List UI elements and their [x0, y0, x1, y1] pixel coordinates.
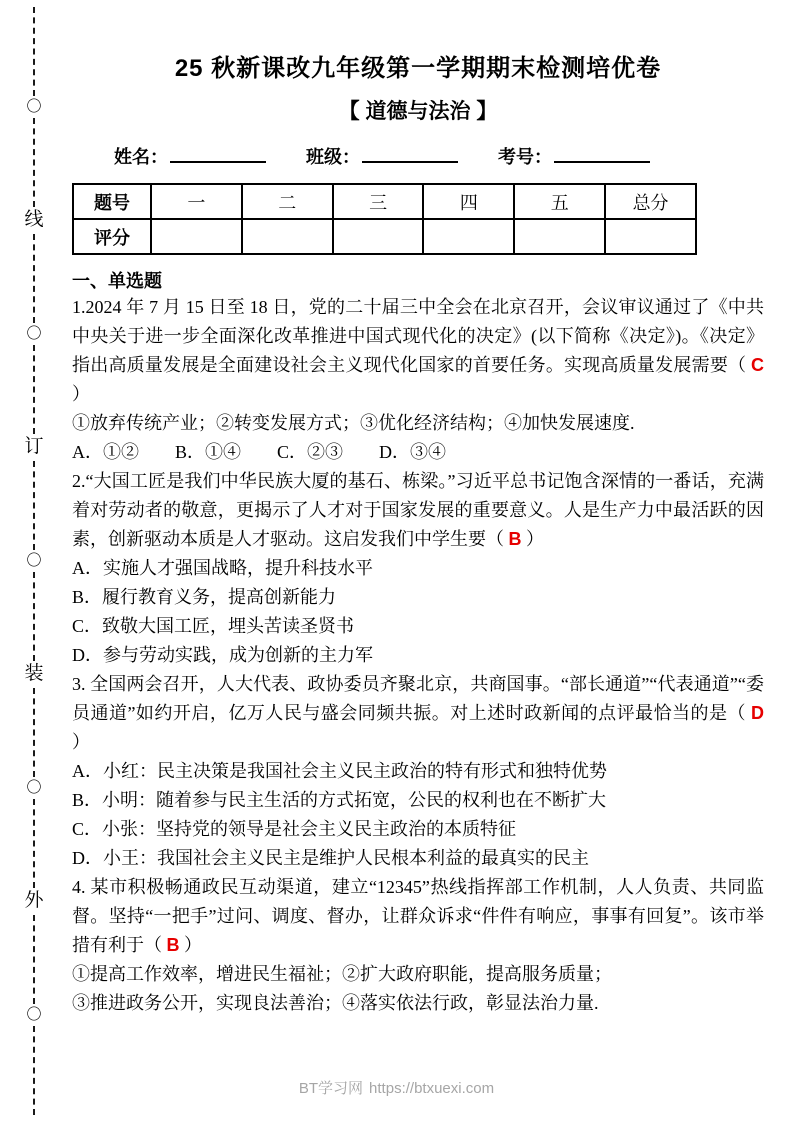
options-inline-row: [72, 438, 764, 467]
name-field: [114, 143, 266, 169]
score-table-row2-label: 评分: [73, 219, 151, 254]
option-label: D．小王：我国社会主义民主是维护人民根本利益的最真实的民主: [72, 848, 589, 868]
binding-dash-line: [33, 799, 35, 888]
binding-char: 外: [24, 890, 44, 912]
binding-strip: [20, 4, 48, 1118]
score-column-header: 三: [333, 184, 424, 219]
binding-char: 线: [24, 209, 44, 231]
question-stem: [72, 873, 764, 960]
binding-dash-line: [33, 915, 35, 1004]
class-blank-line: [362, 144, 458, 163]
question-3: [72, 670, 764, 873]
question-sub-line: ①提高工作效率，增进民生福祉；②扩大政府职能，提高服务质量；: [72, 964, 612, 984]
score-cell-empty: [333, 219, 424, 254]
score-column-header: 总分: [605, 184, 696, 219]
footer-site-url: https://btxuexi.com: [369, 1080, 495, 1097]
binding-dash-line: [33, 345, 35, 434]
binding-dash-line: [33, 688, 35, 777]
option-label: A．小红：民主决策是我国社会主义民主政治的特有形式和独特优势: [72, 761, 607, 781]
question-1: [72, 293, 764, 467]
question-stem-close: ）: [72, 732, 90, 752]
answer-letter: B: [508, 529, 522, 549]
binding-char: 装: [24, 663, 44, 685]
score-cell-empty: [242, 219, 333, 254]
name-blank-line: [170, 144, 266, 163]
binding-circle-mark: 〇: [26, 1005, 42, 1023]
score-cell-empty: [514, 219, 605, 254]
question-stem: [72, 670, 764, 757]
score-column-header: 二: [242, 184, 333, 219]
binding-circle-mark: 〇: [26, 551, 42, 569]
binding-circle-mark: 〇: [26, 778, 42, 796]
binding-dash-line: [33, 118, 35, 207]
footer-credit: [0, 1077, 793, 1098]
option-label: C．小张：坚持党的领导是社会主义民主政治的本质特征: [72, 819, 517, 839]
score-cell-empty: [423, 219, 514, 254]
student-info-row: [114, 143, 764, 169]
score-cell-empty: [151, 219, 242, 254]
exam-id-label: 考号：: [498, 147, 552, 167]
exam-id-blank-line: [554, 144, 650, 163]
answer-letter: C: [751, 355, 764, 375]
score-table: [72, 183, 697, 255]
option-label: D．参与劳动实践，成为创新的主力军: [72, 645, 373, 665]
question-2: [72, 467, 764, 670]
question-4: [72, 873, 764, 1018]
class-label: 班级：: [306, 147, 360, 167]
option-label: D．③④: [379, 442, 447, 462]
question-sub-line: ①放弃传统产业；②转变发展方式；③优化经济结构；④加快发展速度.: [72, 413, 635, 433]
score-cell-empty: [605, 219, 696, 254]
score-column-header: 一: [151, 184, 242, 219]
question-stem: [72, 467, 764, 554]
option-label: A．①②: [72, 442, 139, 462]
questions-area: [72, 293, 764, 1018]
binding-dash-line: [33, 461, 35, 550]
option-label: B．小明：随着参与民主生活的方式拓宽，公民的权利也在不断扩大: [72, 790, 607, 810]
option-label: A．实施人才强国战略，提升科技水平: [72, 558, 373, 578]
exam-content: [72, 48, 764, 1018]
question-sub-line: ③推进政务公开，实现良法善治；④落实依法行政，彰显法治力量.: [72, 993, 599, 1013]
option-label: C．②③: [277, 442, 344, 462]
score-table-header-row: [73, 184, 696, 219]
binding-dash-line: [33, 1026, 35, 1115]
question-stem-text: 4. 某市积极畅通政民互动渠道，建立“12345”热线指挥部工作机制，人人负责、共同监督。坚持“一把手”过问、调度、督办，让群众诉求“件件有响应，事事有回复”。该市举措有利于（: [72, 877, 764, 955]
footer-site-name: BT学习网: [298, 1080, 364, 1097]
exam-id-field: [498, 143, 650, 169]
score-table-score-row: [73, 219, 696, 254]
answer-letter: B: [166, 935, 180, 955]
question-stem-text: 3. 全国两会召开，人大代表、政协委员齐聚北京，共商国事。“部长通道”“代表通道”“委员通道”如约开启，亿万人民与盛会同频共振。对上述时政新闻的点评最恰当的是（: [72, 674, 764, 723]
score-column-header: 四: [423, 184, 514, 219]
option-label: C．致敬大国工匠，埋头苦读圣贤书: [72, 616, 355, 636]
section-title: 一、单选题: [72, 271, 162, 291]
score-column-header: 五: [514, 184, 605, 219]
question-stem-close: ）: [179, 935, 202, 955]
class-field: [306, 143, 458, 169]
option-label: B．履行教育义务，提高创新能力: [72, 587, 337, 607]
question-stem-close: ）: [521, 529, 544, 549]
binding-circle-mark: 〇: [26, 324, 42, 342]
question-stem: [72, 293, 764, 409]
question-stem-close: ）: [72, 384, 90, 404]
binding-dash-line: [33, 7, 35, 96]
binding-dash-line: [33, 234, 35, 323]
name-label: 姓名：: [114, 147, 168, 167]
score-table-row1-label: 题号: [73, 184, 151, 219]
binding-circle-mark: 〇: [26, 97, 42, 115]
question-stem-text: 2.“大国工匠是我们中华民族大厦的基石、栋梁。”习近平总书记饱含深情的一番话，充满着对劳动者的敬意，更揭示了人才对于国家发展的重要意义。人是生产力中最活跃的因素，创新驱动本质是人才驱动。这启发我们中学生要（: [72, 471, 764, 549]
page-title: 25 秋新课改九年级第一学期期末检测培优卷: [174, 55, 662, 82]
option-label: B．①④: [175, 442, 242, 462]
question-stem-text: 1.2024 年 7 月 15 日至 18 日，党的二十届三中全会在北京召开，会议审议通过了《中共中央关于进一步全面深化改革推进中国式现代化的决定》(以下简称《决定》)。《决定》指出高质量发展是全面建设社会主义现代化国家的首要任务。实现高质量发展需要（: [72, 297, 764, 375]
binding-char: 订: [24, 436, 44, 458]
page-subtitle: 【 道德与法治 】: [338, 100, 498, 123]
binding-dash-line: [33, 572, 35, 661]
answer-letter: D: [751, 703, 764, 723]
